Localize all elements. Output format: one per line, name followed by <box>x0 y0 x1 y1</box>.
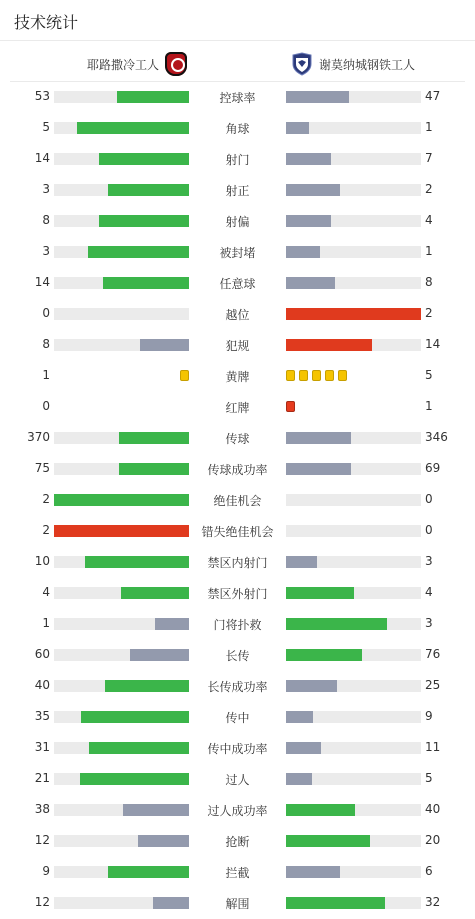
away-stat-bar-fill <box>286 649 362 661</box>
home-stat-bar-fill <box>54 525 189 537</box>
away-stat-value: 5 <box>425 771 433 785</box>
away-team[interactable] <box>291 46 415 82</box>
away-stat-bar-fill <box>286 339 372 351</box>
home-stat-value: 2 <box>42 523 50 537</box>
stat-label: 传中成功率 <box>207 742 268 756</box>
home-stat-bar-fill <box>99 153 189 165</box>
away-stat-bar <box>286 711 421 723</box>
away-stat-bar <box>286 773 421 785</box>
away-stat-value: 47 <box>425 89 441 103</box>
away-stat-bar <box>286 432 421 444</box>
home-stat-bar-fill <box>138 835 189 847</box>
stat-label: 长传成功率 <box>207 680 268 694</box>
away-stat-bar <box>286 525 421 537</box>
stat-label: 拦截 <box>225 866 250 880</box>
stat-label: 黄牌 <box>225 370 250 384</box>
away-stat-bar <box>286 246 421 258</box>
stat-row <box>0 485 475 516</box>
away-stat-value: 7 <box>425 151 433 165</box>
home-stat-value: 53 <box>34 89 50 103</box>
home-stat-value: 2 <box>42 492 50 506</box>
home-stat-bar-fill <box>99 215 189 227</box>
away-stat-value: 0 <box>425 523 433 537</box>
away-stat-value: 2 <box>425 306 433 320</box>
stat-row <box>0 795 475 826</box>
stat-label: 犯规 <box>225 339 250 353</box>
home-stat-bar-fill <box>108 184 189 196</box>
home-team[interactable] <box>87 46 187 82</box>
home-stat-bar <box>54 835 189 847</box>
teams-header <box>0 46 475 82</box>
home-stat-bar-fill <box>119 463 189 475</box>
home-stat-bar-fill <box>88 246 189 258</box>
stat-row <box>0 547 475 578</box>
away-stat-value: 1 <box>425 120 433 134</box>
home-stat-bar-fill <box>153 897 189 909</box>
away-stat-bar <box>286 122 421 134</box>
away-stat-bar <box>286 835 421 847</box>
away-stat-bar-fill <box>286 246 320 258</box>
stat-row <box>0 392 475 423</box>
away-stat-bar-fill <box>286 711 313 723</box>
home-stat-value: 8 <box>42 337 50 351</box>
stat-row <box>0 268 475 299</box>
away-stat-value: 0 <box>425 492 433 506</box>
stat-row <box>0 733 475 764</box>
yellow-card-icon <box>312 370 321 381</box>
away-stat-bar <box>286 649 421 661</box>
home-stat-value: 1 <box>42 368 50 382</box>
away-stat-bar <box>286 742 421 754</box>
away-stat-bar-fill <box>286 773 312 785</box>
home-stat-bar <box>54 618 189 630</box>
away-stat-bar-fill <box>286 184 340 196</box>
home-stat-value: 5 <box>42 120 50 134</box>
home-stat-bar <box>54 277 189 289</box>
stat-label: 绝佳机会 <box>213 494 262 508</box>
away-stat-bar-fill <box>286 122 309 134</box>
stat-row <box>0 671 475 702</box>
home-stat-bar-fill <box>77 122 189 134</box>
away-stat-bar <box>286 215 421 227</box>
stat-label: 传球 <box>225 432 250 446</box>
away-stat-bar <box>286 680 421 692</box>
away-team-name: 谢莫纳城钢铁工人 <box>319 57 416 72</box>
stat-label: 红牌 <box>225 401 250 415</box>
yellow-card-icon <box>338 370 347 381</box>
stat-label: 传球成功率 <box>207 463 268 477</box>
stat-row <box>0 640 475 671</box>
stat-label: 错失绝佳机会 <box>201 525 274 539</box>
stat-label: 越位 <box>225 308 250 322</box>
home-stat-bar-fill <box>80 773 189 785</box>
stat-row <box>0 237 475 268</box>
stat-label: 禁区外射门 <box>207 587 268 601</box>
away-stat-value: 3 <box>425 554 433 568</box>
home-stat-bar <box>54 122 189 134</box>
yellow-card-icon <box>286 370 295 381</box>
stat-label: 过人成功率 <box>207 804 268 818</box>
away-stat-bar-fill <box>286 866 340 878</box>
home-stat-bar <box>54 153 189 165</box>
away-stat-bar <box>286 556 421 568</box>
stat-row <box>0 144 475 175</box>
stat-label: 传中 <box>225 711 250 725</box>
away-stat-bar-fill <box>286 215 331 227</box>
stat-row <box>0 206 475 237</box>
stat-row <box>0 330 475 361</box>
away-stat-bar <box>286 897 421 909</box>
stat-row <box>0 578 475 609</box>
home-stat-bar <box>54 215 189 227</box>
home-stat-bar-fill <box>89 742 189 754</box>
home-stat-value: 3 <box>42 182 50 196</box>
home-stat-value: 9 <box>42 864 50 878</box>
stat-label: 解围 <box>225 897 250 911</box>
away-cards <box>286 401 421 413</box>
away-stat-value: 20 <box>425 833 441 847</box>
home-stat-bar <box>54 587 189 599</box>
home-stat-bar <box>54 91 189 103</box>
home-stat-bar-fill <box>155 618 189 630</box>
home-stat-value: 14 <box>34 275 50 289</box>
away-stat-bar <box>286 587 421 599</box>
home-stat-bar <box>54 525 189 537</box>
home-team-crest-icon <box>165 52 187 76</box>
red-card-icon <box>286 401 295 412</box>
away-stat-value: 346 <box>425 430 448 444</box>
stat-label: 任意球 <box>219 277 256 291</box>
stat-row <box>0 516 475 547</box>
home-stat-bar <box>54 494 189 506</box>
home-stat-value: 10 <box>34 554 50 568</box>
home-stat-value: 3 <box>42 244 50 258</box>
stat-label: 射正 <box>225 184 250 198</box>
stat-label: 被封堵 <box>219 246 256 260</box>
stat-row <box>0 423 475 454</box>
away-stat-value: 1 <box>425 244 433 258</box>
home-stat-value: 4 <box>42 585 50 599</box>
stat-label: 射门 <box>225 153 250 167</box>
away-stat-value: 6 <box>425 864 433 878</box>
away-stat-bar-fill <box>286 835 370 847</box>
home-stat-bar <box>54 773 189 785</box>
away-stat-value: 76 <box>425 647 441 661</box>
away-stat-bar-fill <box>286 804 355 816</box>
home-stat-bar <box>54 463 189 475</box>
away-stat-bar <box>286 184 421 196</box>
away-stat-value: 1 <box>425 399 433 413</box>
stat-row <box>0 113 475 144</box>
stat-label: 控球率 <box>219 91 256 105</box>
home-stat-bar <box>54 308 189 320</box>
away-team-crest-icon <box>291 52 313 76</box>
stat-label: 过人 <box>225 773 250 787</box>
away-stat-bar-fill <box>286 432 351 444</box>
home-stat-bar-fill <box>105 680 189 692</box>
stat-row <box>0 454 475 485</box>
home-stat-bar <box>54 742 189 754</box>
away-stat-bar-fill <box>286 556 317 568</box>
yellow-card-icon <box>325 370 334 381</box>
home-stat-bar-fill <box>140 339 189 351</box>
away-stat-value: 5 <box>425 368 433 382</box>
home-stat-bar-fill <box>54 494 189 506</box>
stats-list <box>0 82 475 919</box>
home-stat-value: 0 <box>42 306 50 320</box>
away-stat-value: 4 <box>425 213 433 227</box>
home-stat-value: 75 <box>34 461 50 475</box>
home-stat-value: 370 <box>27 430 50 444</box>
home-stat-bar <box>54 711 189 723</box>
stat-row <box>0 826 475 857</box>
home-stat-bar-fill <box>103 277 189 289</box>
stat-label: 门将扑救 <box>213 618 262 632</box>
home-stat-bar <box>54 246 189 258</box>
away-stat-value: 69 <box>425 461 441 475</box>
home-stat-bar <box>54 866 189 878</box>
stat-row <box>0 609 475 640</box>
home-stat-value: 14 <box>34 151 50 165</box>
home-stat-value: 35 <box>34 709 50 723</box>
home-stat-bar <box>54 649 189 661</box>
away-stat-value: 3 <box>425 616 433 630</box>
home-stat-value: 21 <box>34 771 50 785</box>
home-stat-bar <box>54 339 189 351</box>
stat-row <box>0 888 475 919</box>
home-stat-bar-fill <box>85 556 189 568</box>
home-stat-bar-fill <box>121 587 189 599</box>
away-stat-bar <box>286 494 421 506</box>
away-stat-bar <box>286 866 421 878</box>
stat-row <box>0 361 475 392</box>
stat-label: 角球 <box>225 122 250 136</box>
away-stat-bar-fill <box>286 91 349 103</box>
home-stat-bar-fill <box>123 804 189 816</box>
away-stat-bar <box>286 339 421 351</box>
home-stat-value: 8 <box>42 213 50 227</box>
away-stat-value: 8 <box>425 275 433 289</box>
away-stat-value: 14 <box>425 337 441 351</box>
away-stat-value: 40 <box>425 802 441 816</box>
home-stat-value: 1 <box>42 616 50 630</box>
home-team-name: 耶路撒冷工人 <box>86 57 159 72</box>
home-stat-value: 31 <box>34 740 50 754</box>
home-stat-value: 12 <box>34 833 50 847</box>
home-stat-bar <box>54 897 189 909</box>
stat-row <box>0 764 475 795</box>
home-stat-bar <box>54 680 189 692</box>
away-stat-bar <box>286 153 421 165</box>
stat-label: 射偏 <box>225 215 250 229</box>
away-stat-bar <box>286 618 421 630</box>
away-stat-bar-fill <box>286 680 337 692</box>
header-divider <box>0 40 475 41</box>
stat-label: 禁区内射门 <box>207 556 268 570</box>
home-stat-bar <box>54 432 189 444</box>
away-stat-bar-fill <box>286 742 321 754</box>
home-stat-value: 0 <box>42 399 50 413</box>
stat-label: 长传 <box>225 649 250 663</box>
home-stat-value: 60 <box>34 647 50 661</box>
away-stat-bar-fill <box>286 153 331 165</box>
away-stat-value: 11 <box>425 740 441 754</box>
home-stat-value: 12 <box>34 895 50 909</box>
away-stat-bar <box>286 308 421 320</box>
away-stat-bar-fill <box>286 463 351 475</box>
home-stat-bar-fill <box>119 432 189 444</box>
home-stat-value: 40 <box>34 678 50 692</box>
stat-label: 抢断 <box>225 835 250 849</box>
away-stat-bar-fill <box>286 897 385 909</box>
home-stat-value: 38 <box>34 802 50 816</box>
away-stat-value: 2 <box>425 182 433 196</box>
home-cards <box>54 401 189 413</box>
stat-row <box>0 857 475 888</box>
home-stat-bar <box>54 804 189 816</box>
yellow-card-icon <box>180 370 189 381</box>
away-cards <box>286 370 421 382</box>
home-stat-bar-fill <box>81 711 189 723</box>
away-stat-value: 32 <box>425 895 441 909</box>
home-stat-bar-fill <box>108 866 189 878</box>
home-stat-bar <box>54 184 189 196</box>
yellow-card-icon <box>299 370 308 381</box>
away-stat-bar-fill <box>286 277 335 289</box>
stat-row <box>0 299 475 330</box>
page-title: 技术统计 <box>14 13 79 32</box>
home-stat-bar <box>54 556 189 568</box>
away-stat-bar-fill <box>286 308 421 320</box>
away-stat-bar <box>286 804 421 816</box>
stat-row <box>0 175 475 206</box>
away-stat-bar <box>286 277 421 289</box>
away-stat-bar <box>286 91 421 103</box>
away-stat-value: 9 <box>425 709 433 723</box>
stat-row <box>0 702 475 733</box>
stat-row <box>0 82 475 113</box>
away-stat-bar <box>286 463 421 475</box>
away-stat-bar-fill <box>286 587 354 599</box>
home-stat-bar-fill <box>117 91 189 103</box>
away-stat-value: 4 <box>425 585 433 599</box>
away-stat-bar-fill <box>286 618 387 630</box>
away-stat-value: 25 <box>425 678 441 692</box>
home-stat-bar-fill <box>130 649 189 661</box>
home-cards <box>54 370 189 382</box>
